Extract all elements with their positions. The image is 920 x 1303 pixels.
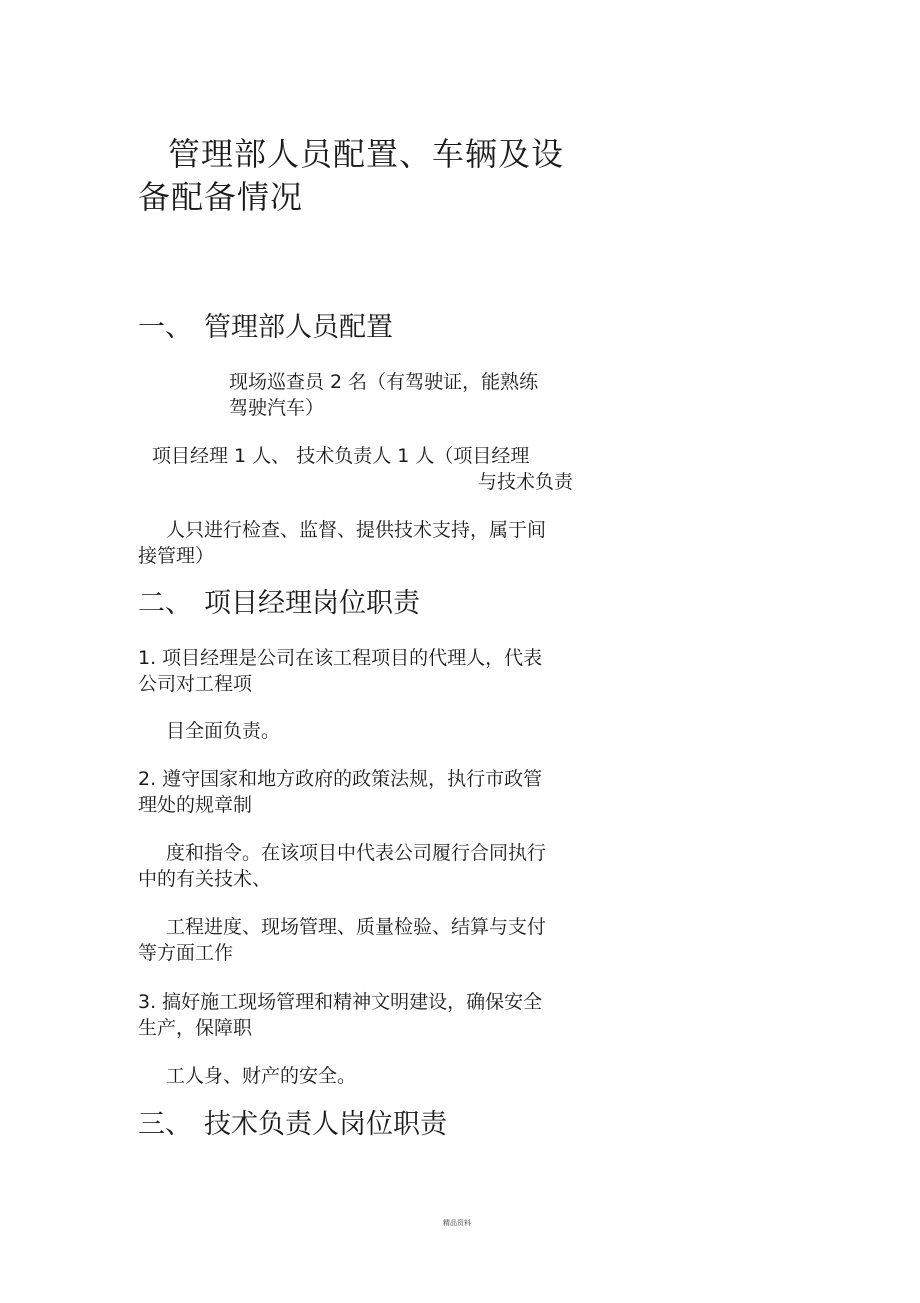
section-number: 一、 <box>138 312 192 343</box>
section-heading-2 <box>138 587 420 621</box>
duty-2-line1: 2. 遵守国家和地方政府的政策法规，执行市政管 <box>138 768 543 790</box>
section-heading-3 <box>138 1108 447 1142</box>
duty-2-line3: 度和指令。在该项目中代表公司履行合同执行 <box>166 842 547 864</box>
duty-1-line3: 目全面负责。 <box>166 720 281 742</box>
duty-3-line1: 3. 搞好施工现场管理和精神文明建设，确保安全 <box>138 991 543 1013</box>
duty-2-line2: 理处的规章制 <box>138 794 253 816</box>
doc-title-line1: 管理部人员配置、车辆及设 <box>168 135 565 173</box>
footer-watermark: 精品资料 <box>443 1219 471 1227</box>
duty-2-line5: 工程进度、现场管理、质量检验、结算与支付 <box>166 916 547 938</box>
mgmt-note-line2: 接管理） <box>138 545 215 567</box>
duty-1-line1: 1. 项目经理是公司在该工程项目的代理人，代表 <box>138 647 543 669</box>
mgmt-note-line1: 人只进行检查、监督、提供技术支持，属于间 <box>166 519 547 541</box>
staff-line2: 与技术负责 <box>477 471 573 493</box>
duty-2-line4: 中的有关技术、 <box>138 868 272 890</box>
section-number: 二、 <box>138 588 192 619</box>
duty-1-line2: 公司对工程项 <box>138 673 253 695</box>
section-number: 三、 <box>138 1109 192 1140</box>
duty-3-line3: 工人身、财产的安全。 <box>166 1065 357 1087</box>
section-heading-1 <box>138 311 393 345</box>
section-title: 管理部人员配置 <box>204 312 393 343</box>
patrol-staff-line1: 现场巡查员 2 名（有驾驶证，能熟练 <box>229 371 539 393</box>
doc-title-line2: 备配备情况 <box>138 178 304 216</box>
patrol-staff-line2: 驾驶汽车） <box>229 397 325 419</box>
section-title: 技术负责人岗位职责 <box>204 1109 447 1140</box>
staff-line1: 项目经理 1 人、 技术负责人 1 人（项目经理 <box>152 445 530 467</box>
section-title: 项目经理岗位职责 <box>204 588 420 619</box>
duty-2-line6: 等方面工作 <box>138 942 234 964</box>
duty-3-line2: 生产，保障职 <box>138 1017 253 1039</box>
